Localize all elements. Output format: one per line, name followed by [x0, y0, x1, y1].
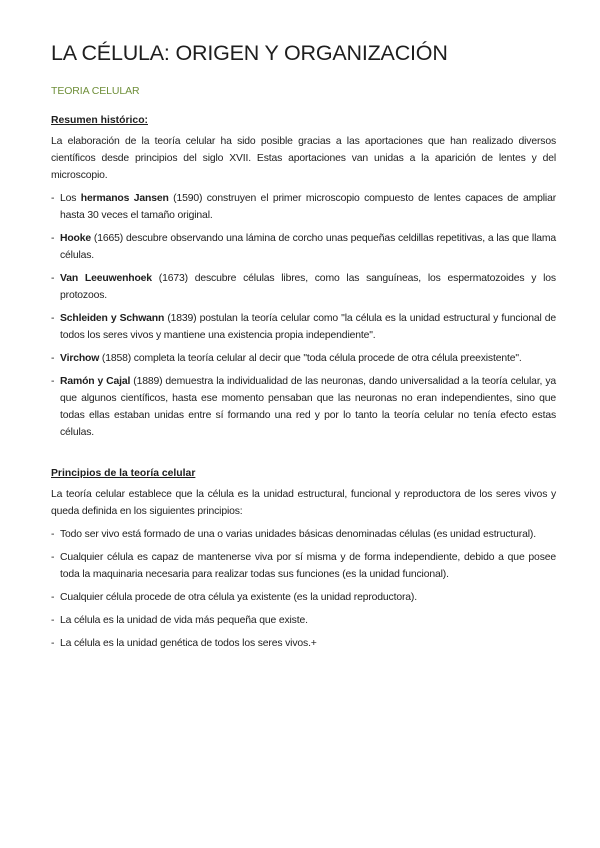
- principios-heading: Principios de la teoría celular: [51, 468, 196, 479]
- scientist-name: Van Leeuwenhoek: [60, 273, 152, 284]
- resumen-intro: La elaboración de la teoría celular ha sido posible gracias a las aportaciones que han realizado diversos científicos desde principios del siglo XVII. Estas aportaciones van unidas a la aparición de lentes y del microscopio.: [51, 136, 556, 181]
- list-item: - Hooke (1665) descubre observando una lámina de corcho unas pequeñas celdillas repetitivas, a las que llama células.: [51, 233, 556, 261]
- list-item: - La célula es la unidad de vida más pequeña que existe.: [51, 615, 308, 626]
- scientist-name: Virchow: [60, 353, 100, 364]
- section-label: TEORIA CELULAR: [51, 85, 140, 97]
- principios-list: [51, 526, 556, 652]
- list-item: - Ramón y Cajal (1889) demuestra la individualidad de las neuronas, dando universalidad a la teoría celular, ya que algunos científicos, hasta ese momento pensaban que las neuronas no eran independientes, sino que todas ellas estaban unidas entre sí formando una red y por lo tanto la teoría celular no tenía efecto estas células.: [51, 376, 556, 438]
- resumen-list: [51, 190, 556, 441]
- scientist-name: Hooke: [60, 233, 92, 244]
- list-item: - Schleiden y Schwann (1839) postulan la teoría celular como "la célula es la unidad estructural y funcional de todos los seres vivos y mantiene una existencia propia independiente".: [51, 313, 556, 341]
- list-item: - Todo ser vivo está formado de una o varias unidades básicas denominadas células (es unidad estructural).: [51, 529, 536, 540]
- list-item: - Cualquier célula es capaz de mantenerse viva por sí misma y de forma independiente, debido a que posee toda la maquinaria necesaria para realizar todas sus funciones (es la unidad funcional).: [51, 552, 556, 580]
- scientist-name: Ramón y Cajal: [60, 376, 131, 387]
- resumen-heading: Resumen histórico:: [51, 115, 148, 126]
- scientist-name: Schleiden y Schwann: [60, 313, 165, 324]
- list-item: - Virchow (1858) completa la teoría celular al decir que "toda célula procede de otra célula preexistente".: [51, 353, 522, 364]
- list-item: - La célula es la unidad genética de todos los seres vivos.+: [51, 638, 317, 649]
- page-title: LA CÉLULA: ORIGEN Y ORGANIZACIÓN: [51, 41, 448, 65]
- list-item: - Los hermanos Jansen (1590) construyen el primer microscopio compuesto de lentes capaces de ampliar hasta 30 veces el tamaño original.: [51, 193, 557, 221]
- list-item: - Cualquier célula procede de otra célula ya existente (es la unidad reproductora).: [51, 592, 417, 603]
- principios-intro: La teoría celular establece que la célula es la unidad estructural, funcional y reproductora de los seres vivos y queda definida en los siguientes principios:: [51, 489, 556, 517]
- list-item: - Van Leeuwenhoek (1673) descubre células libres, como las sanguíneas, los espermatozoides y los protozoos.: [51, 273, 556, 301]
- scientist-name: hermanos Jansen: [80, 193, 169, 204]
